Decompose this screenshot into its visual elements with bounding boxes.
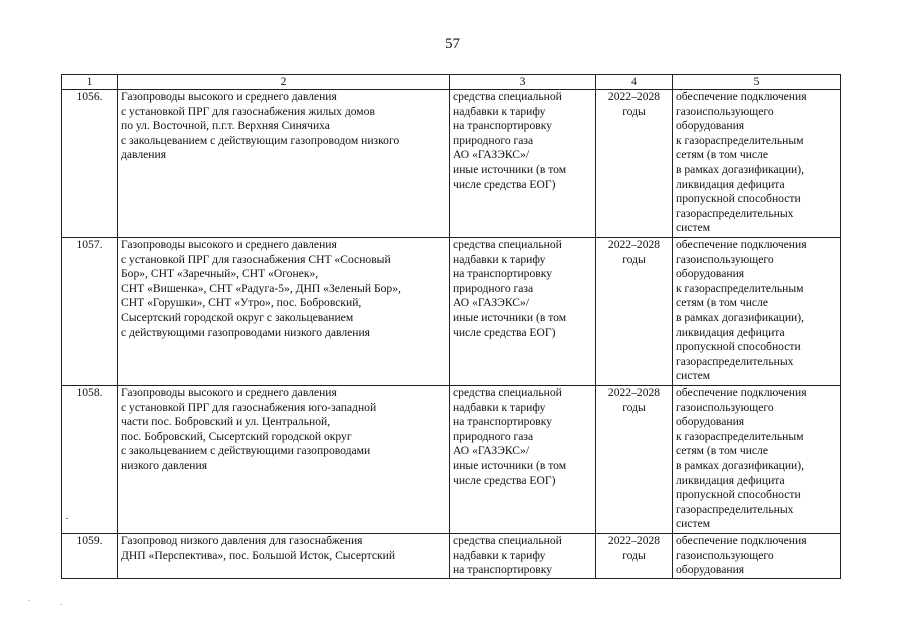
- result-line: газораспределительных: [676, 206, 794, 220]
- scan-speck: [60, 604, 62, 605]
- result-line: обеспечение подключения: [676, 90, 807, 103]
- funding-source-line: надбавки к тарифу: [453, 400, 546, 414]
- funding-source-line: АО «ГАЗЭКС»/: [453, 444, 530, 458]
- result-line: к газораспределительным: [676, 281, 804, 295]
- result-line: оборудования: [676, 119, 745, 133]
- description-cell: [118, 534, 450, 579]
- funding-source-line: природного газа: [453, 133, 534, 147]
- description-line: давления: [121, 148, 167, 162]
- result-line: систем: [676, 517, 711, 531]
- result-line: сетям (в том числе: [676, 444, 768, 458]
- period-cell: [596, 238, 673, 386]
- funding-source-line: иные источники (в том: [453, 458, 567, 472]
- description-line: Газопроводы высокого и среднего давления: [121, 386, 337, 399]
- scan-speck: [28, 600, 30, 601]
- header-col-5: 5: [673, 75, 841, 90]
- funding-source-line: надбавки к тарифу: [453, 104, 546, 118]
- header-col-4: 4: [596, 75, 673, 90]
- header-col-1: 1: [62, 75, 118, 90]
- funding-source-line: на транспортировку: [453, 267, 552, 281]
- funding-source-line: средства специальной: [453, 238, 562, 251]
- funding-source-line: средства специальной: [453, 90, 562, 103]
- result-cell: [673, 386, 841, 534]
- funding-source-cell: [450, 534, 596, 579]
- table-row: [62, 90, 841, 238]
- result-line: газоиспользующего: [676, 252, 774, 266]
- funding-source-line: АО «ГАЗЭКС»/: [453, 296, 530, 310]
- table-row: [62, 238, 841, 386]
- result-line: сетям (в том числе: [676, 296, 768, 310]
- row-number-cell: 1057.: [62, 238, 118, 386]
- funding-source-line: АО «ГАЗЭКС»/: [453, 148, 530, 162]
- funding-source-line: природного газа: [453, 281, 534, 295]
- description-line: Бор», СНТ «Заречный», СНТ «Огонек»,: [121, 267, 319, 281]
- table-row: [62, 534, 841, 579]
- result-line: обеспечение подключения: [676, 238, 807, 251]
- result-line: ликвидация дефицита: [676, 325, 785, 339]
- period-line: годы: [622, 104, 646, 118]
- funding-source-line: на транспортировку: [453, 563, 552, 577]
- result-line: обеспечение подключения: [676, 534, 807, 547]
- period-cell: [596, 90, 673, 238]
- header-row: [62, 75, 841, 90]
- result-line: систем: [676, 369, 711, 383]
- result-line: обеспечение подключения: [676, 386, 807, 399]
- funding-source-cell: [450, 238, 596, 386]
- description-line: с установкой ПРГ для газоснабжения юго-западной: [121, 400, 377, 414]
- period-line: годы: [622, 548, 646, 562]
- result-cell: [673, 238, 841, 386]
- description-line: с установкой ПРГ для газоснабжения жилых домов: [121, 104, 375, 118]
- funding-source-line: средства специальной: [453, 386, 562, 399]
- result-line: в рамках догазификации),: [676, 458, 805, 472]
- funding-source-line: на транспортировку: [453, 119, 552, 133]
- result-line: сетям (в том числе: [676, 148, 768, 162]
- header-col-3: 3: [450, 75, 596, 90]
- description-line: СНТ «Вишенка», СНТ «Радуга-5», ДНП «Зеленый Бор»,: [121, 281, 401, 295]
- page-number: 57: [445, 36, 460, 52]
- funding-source-line: надбавки к тарифу: [453, 252, 546, 266]
- result-line: к газораспределительным: [676, 133, 804, 147]
- description-line: Газопровод низкого давления для газоснабжения: [121, 534, 363, 547]
- result-line: систем: [676, 221, 711, 235]
- table-row: [62, 386, 841, 534]
- description-line: пос. Бобровский, Сысертский городской округ: [121, 429, 352, 443]
- funding-source-line: на транспортировку: [453, 415, 552, 429]
- result-line: в рамках догазификации),: [676, 162, 805, 176]
- result-line: газоиспользующего: [676, 548, 774, 562]
- funding-source-line: числе средства ЕОГ): [453, 473, 556, 487]
- description-line: Сысертский городской округ с закольцеванием: [121, 310, 354, 324]
- period-line: 2022–2028: [607, 90, 661, 103]
- period-cell: [596, 534, 673, 579]
- funding-source-line: числе средства ЕОГ): [453, 177, 556, 191]
- result-line: пропускной способности: [676, 488, 801, 502]
- description-line: с закольцеванием с действующими газопроводами: [121, 444, 371, 458]
- result-line: к газораспределительным: [676, 429, 804, 443]
- funding-source-line: средства специальной: [453, 534, 562, 547]
- scan-speck: [66, 518, 68, 519]
- result-cell: [673, 90, 841, 238]
- result-line: газоиспользующего: [676, 400, 774, 414]
- description-line: низкого давления: [121, 458, 208, 472]
- description-line: по ул. Восточной, п.г.т. Верхняя Синячиха: [121, 119, 330, 133]
- funding-source-line: иные источники (в том: [453, 310, 567, 324]
- result-line: ликвидация дефицита: [676, 473, 785, 487]
- measures-table: [61, 74, 841, 579]
- result-line: пропускной способности: [676, 192, 801, 206]
- description-line: с закольцеванием с действующим газопроводом низкого: [121, 133, 400, 147]
- description-cell: [118, 238, 450, 386]
- result-line: ликвидация дефицита: [676, 177, 785, 191]
- result-cell: [673, 534, 841, 579]
- description-cell: [118, 90, 450, 238]
- result-line: оборудования: [676, 563, 745, 577]
- funding-source-line: числе средства ЕОГ): [453, 325, 556, 339]
- funding-source-line: природного газа: [453, 429, 534, 443]
- row-number-cell: 1058.: [62, 386, 118, 534]
- funding-source-cell: [450, 386, 596, 534]
- header-col-2: 2: [118, 75, 450, 90]
- result-line: оборудования: [676, 267, 745, 281]
- description-line: Газопроводы высокого и среднего давления: [121, 90, 337, 103]
- result-line: оборудования: [676, 415, 745, 429]
- description-line: ДНП «Перспектива», пос. Большой Исток, Сысертский: [121, 548, 396, 562]
- description-line: с установкой ПРГ для газоснабжения СНТ «Сосновый: [121, 252, 391, 266]
- result-line: газоиспользующего: [676, 104, 774, 118]
- period-line: 2022–2028: [607, 534, 661, 547]
- funding-source-line: иные источники (в том: [453, 162, 567, 176]
- description-line: Газопроводы высокого и среднего давления: [121, 238, 337, 251]
- period-line: годы: [622, 400, 646, 414]
- period-cell: [596, 386, 673, 534]
- period-line: годы: [622, 252, 646, 266]
- description-line: части пос. Бобровский и ул. Центральной,: [121, 415, 331, 429]
- funding-source-line: надбавки к тарифу: [453, 548, 546, 562]
- row-number-cell: 1059.: [62, 534, 118, 579]
- result-line: пропускной способности: [676, 340, 801, 354]
- result-line: газораспределительных: [676, 502, 794, 516]
- description-line: с действующими газопроводами низкого давления: [121, 325, 370, 339]
- row-number-cell: 1056.: [62, 90, 118, 238]
- description-cell: [118, 386, 450, 534]
- table-body: [62, 90, 841, 579]
- result-line: газораспределительных: [676, 354, 794, 368]
- description-line: СНТ «Горушки», СНТ «Утро», пос. Бобровский,: [121, 296, 362, 310]
- period-line: 2022–2028: [607, 386, 661, 399]
- result-line: в рамках догазификации),: [676, 310, 805, 324]
- funding-source-cell: [450, 90, 596, 238]
- period-line: 2022–2028: [607, 238, 661, 251]
